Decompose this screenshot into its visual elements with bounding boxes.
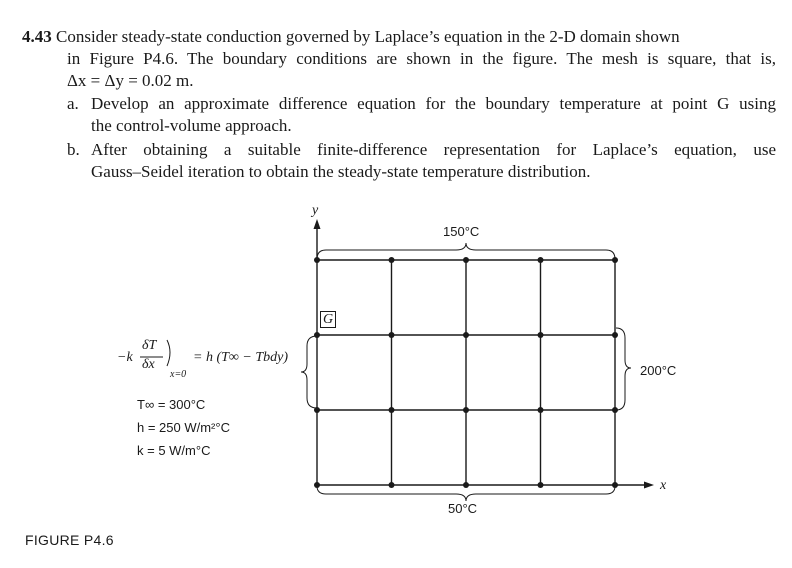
- mesh-node: [463, 332, 469, 338]
- top-temperature-label: 150°C: [443, 224, 480, 239]
- mesh-grid: [317, 260, 615, 485]
- mesh-node: [538, 407, 544, 413]
- intro-line-2: in Figure P4.6. The boundary conditions are shown in the figure. The mesh is square, that is,: [67, 49, 776, 68]
- part-a-line-2: the control-volume approach.: [91, 116, 292, 135]
- mesh-node: [538, 257, 544, 263]
- bottom-temperature-label: 50°C: [448, 501, 478, 516]
- part-b-line-1: After obtaining a suitable finite-difference representation for Laplace’s equation, use: [91, 140, 776, 159]
- x-axis-arrow: [644, 482, 654, 489]
- mesh-node: [538, 332, 544, 338]
- right-brace: [616, 328, 631, 410]
- part-b-marker: b.: [67, 140, 80, 159]
- mesh-node: [389, 407, 395, 413]
- mesh-node: [463, 482, 469, 488]
- x-axis-label: x: [660, 478, 667, 493]
- intro-line-3: Δx = Δy = 0.02 m.: [67, 71, 194, 90]
- part-b-line-2: Gauss–Seidel iteration to obtain the steady-state temperature distribution.: [91, 162, 591, 181]
- left-brace: [301, 336, 317, 408]
- mesh-node: [389, 482, 395, 488]
- k-value: k = 5 W/m°C: [137, 443, 211, 458]
- part-a-line-1: Develop an approximate difference equation for the boundary temperature at point G using: [91, 94, 776, 113]
- bc-subscript: x=0: [170, 369, 187, 380]
- problem-number: 4.43: [22, 27, 52, 46]
- bc-minus-k: −k: [117, 350, 133, 365]
- part-a-marker: a.: [67, 94, 79, 113]
- mesh-node: [538, 482, 544, 488]
- mesh-node: [389, 257, 395, 263]
- bc-rhs: = h (T∞ − Tbdy): [193, 350, 288, 365]
- right-paren: [167, 340, 170, 366]
- t-infinity-value: T∞ = 300°C: [137, 397, 206, 412]
- mesh-node: [463, 257, 469, 263]
- mesh-node: [314, 332, 320, 338]
- node-g-label: G: [320, 311, 336, 328]
- bottom-brace: [317, 486, 615, 501]
- bc-numerator: δT: [142, 338, 157, 353]
- y-axis-label: y: [312, 203, 319, 218]
- h-value: h = 250 W/m²°C: [137, 420, 230, 435]
- mesh-node: [612, 332, 618, 338]
- intro-text-1: Consider steady-state conduction governed by Laplace’s equation in the 2-D domain shown: [56, 27, 680, 46]
- bc-denominator: δx: [142, 357, 155, 372]
- figure-caption: FIGURE P4.6: [25, 532, 114, 548]
- mesh-node: [389, 332, 395, 338]
- mesh-node: [463, 407, 469, 413]
- top-brace: [317, 243, 615, 259]
- y-axis-arrow: [314, 219, 321, 229]
- right-temperature-label: 200°C: [640, 363, 677, 378]
